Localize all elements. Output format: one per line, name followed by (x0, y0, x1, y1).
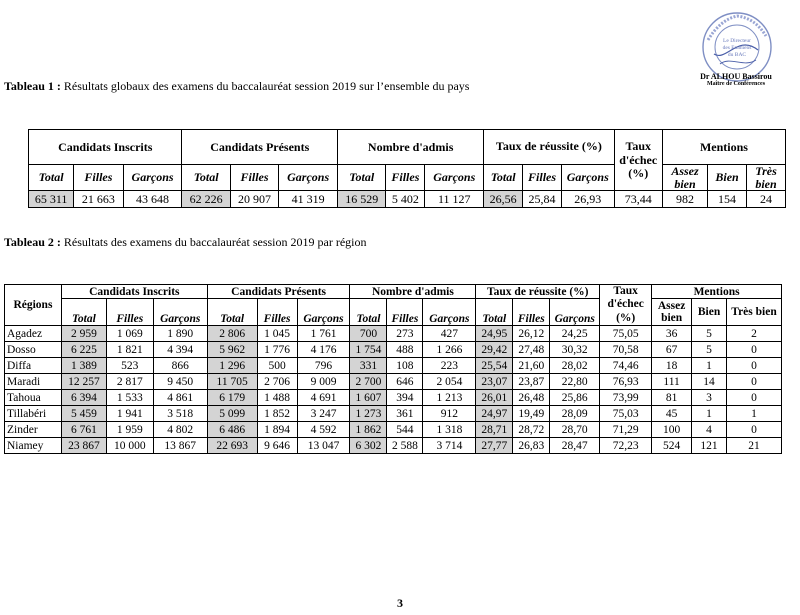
table-cell: 13 047 (297, 438, 350, 454)
table-cell: 2 054 (423, 374, 476, 390)
table-cell: 11 705 (207, 374, 257, 390)
table-cell: 71,29 (600, 422, 652, 438)
sub-assez-bien: Assez bien (662, 165, 707, 191)
table-cell: 1 941 (106, 406, 153, 422)
header-admis: Nombre d'admis (350, 285, 476, 299)
table-cell: 5 (692, 342, 727, 358)
table-cell: 523 (106, 358, 153, 374)
header-mentions: Mentions (662, 130, 785, 165)
sub-assez-bien: Assez bien (652, 299, 692, 326)
table-cell: 427 (423, 326, 476, 342)
table-cell: 108 (387, 358, 423, 374)
header-inscrits: Candidats Inscrits (61, 285, 207, 299)
table-cell: 1 213 (423, 390, 476, 406)
table-cell: 2 706 (257, 374, 297, 390)
table-row: 65 311 21 663 43 648 62 226 20 907 41 319 16 529 5 402 11 127 26,56 25,84 26,93 73,44 982 154 24 (29, 191, 786, 208)
sub-tres-bien: Très bien (727, 299, 782, 326)
table-cell: 5 962 (207, 342, 257, 358)
sub-total: Total (29, 165, 74, 191)
header-admis: Nombre d'admis (338, 130, 484, 165)
table-cell: 23,87 (513, 374, 550, 390)
table-cell: 0 (727, 422, 782, 438)
sub-total: Total (338, 165, 386, 191)
table-cell: 24,97 (476, 406, 513, 422)
table-cell: 76,93 (600, 374, 652, 390)
table-cell: 45 (652, 406, 692, 422)
table-cell: 524 (652, 438, 692, 454)
table-cell: 73,99 (600, 390, 652, 406)
table-cell: 500 (257, 358, 297, 374)
table-cell: 29,42 (476, 342, 513, 358)
table2-sub-header (5, 299, 782, 326)
sub-total: Total (207, 299, 257, 326)
sub-garcons: Garçons (425, 165, 484, 191)
header-taux-reussite: Taux de réussite (%) (476, 285, 600, 299)
table-cell: 6 302 (350, 438, 387, 454)
table-cell: 100 (652, 422, 692, 438)
table-cell: 1 266 (423, 342, 476, 358)
sub-garcons: Garçons (279, 165, 338, 191)
table2-caption: Tableau 2 : Résultats des examens du baccalauréat session 2019 par région (4, 235, 367, 249)
sub-filles: Filles (74, 165, 123, 191)
header-mentions: Mentions (652, 285, 782, 299)
table-cell: 700 (350, 326, 387, 342)
table-cell: 25,86 (550, 390, 600, 406)
sub-filles: Filles (106, 299, 153, 326)
table-cell: 6 179 (207, 390, 257, 406)
sub-filles: Filles (257, 299, 297, 326)
table-cell: 10 000 (106, 438, 153, 454)
table1-sub-header (29, 165, 786, 191)
table-cell: 796 (297, 358, 350, 374)
sub-filles: Filles (386, 165, 425, 191)
table-cell: 488 (387, 342, 423, 358)
table-row (5, 326, 782, 342)
table-cell: 30,32 (550, 342, 600, 358)
table1-caption: Tableau 1 : Résultats globaux des examens du baccalauréat session 2019 sur l’ensemble du pays (4, 79, 470, 93)
table-cell: 21,60 (513, 358, 550, 374)
sub-garcons: Garçons (297, 299, 350, 326)
header-taux-echec: Taux d'échec (%) (614, 130, 662, 191)
header-taux-reussite: Taux de réussite (%) (484, 130, 614, 165)
table-cell: 4 (692, 422, 727, 438)
table-cell: 1 959 (106, 422, 153, 438)
table-cell: 36 (652, 326, 692, 342)
header-taux-echec: Taux d'échec (%) (600, 285, 652, 326)
sub-bien: Bien (708, 165, 747, 191)
table-cell: 14 (692, 374, 727, 390)
region-name: Maradi (5, 374, 62, 390)
table-cell: 646 (387, 374, 423, 390)
table-cell: 1 894 (257, 422, 297, 438)
table-cell: 3 714 (423, 438, 476, 454)
table-cell: 13 867 (153, 438, 207, 454)
table-cell: 70,58 (600, 342, 652, 358)
region-name: Tillabéri (5, 406, 62, 422)
table-cell: 74,46 (600, 358, 652, 374)
table-cell: 25,54 (476, 358, 513, 374)
table-cell: 1 389 (61, 358, 106, 374)
table-cell: 4 592 (297, 422, 350, 438)
sub-total: Total (350, 299, 387, 326)
table-cell: 4 802 (153, 422, 207, 438)
header-inscrits: Candidats Inscrits (29, 130, 182, 165)
table-cell: 5 099 (207, 406, 257, 422)
table-cell: 1 296 (207, 358, 257, 374)
table-cell: 912 (423, 406, 476, 422)
table-row (5, 438, 782, 454)
table-cell: 1 273 (350, 406, 387, 422)
table-cell: 67 (652, 342, 692, 358)
table-cell: 1 318 (423, 422, 476, 438)
table-cell: 273 (387, 326, 423, 342)
table-cell: 331 (350, 358, 387, 374)
table-cell: 9 646 (257, 438, 297, 454)
table-cell: 4 691 (297, 390, 350, 406)
sub-garcons: Garçons (561, 165, 614, 191)
table-cell: 12 257 (61, 374, 106, 390)
table-cell: 1 533 (106, 390, 153, 406)
table-regional-results (4, 284, 782, 454)
table-cell: 6 761 (61, 422, 106, 438)
header-presents: Candidats Présents (207, 285, 350, 299)
signature-block (676, 73, 796, 88)
table-cell: 22,80 (550, 374, 600, 390)
sub-tres-bien: Très bien (747, 165, 786, 191)
table-cell: 1 862 (350, 422, 387, 438)
table-cell: 1 (727, 406, 782, 422)
table-cell: 1 852 (257, 406, 297, 422)
table-cell: 2 588 (387, 438, 423, 454)
table-cell: 28,72 (513, 422, 550, 438)
table-cell: 544 (387, 422, 423, 438)
table-cell: 72,23 (600, 438, 652, 454)
table-cell: 27,77 (476, 438, 513, 454)
table-cell: 1 776 (257, 342, 297, 358)
table-cell: 2 (727, 326, 782, 342)
table2-group-header (5, 285, 782, 299)
table-cell: 1 (692, 406, 727, 422)
signatory-name: Dr ALHOU Bassirou (700, 72, 772, 81)
table-cell: 1 754 (350, 342, 387, 358)
signatory-role: Maître de Conférences (706, 81, 766, 88)
table-cell: 2 700 (350, 374, 387, 390)
sub-total: Total (484, 165, 523, 191)
table-cell: 26,01 (476, 390, 513, 406)
table-cell: 4 861 (153, 390, 207, 406)
table-cell: 81 (652, 390, 692, 406)
table-cell: 6 394 (61, 390, 106, 406)
sub-total: Total (182, 165, 230, 191)
table-cell: 1 069 (106, 326, 153, 342)
table-cell: 28,47 (550, 438, 600, 454)
table-cell: 24,25 (550, 326, 600, 342)
table-cell: 0 (727, 374, 782, 390)
header-presents: Candidats Présents (182, 130, 338, 165)
table-row (5, 342, 782, 358)
table-cell: 4 394 (153, 342, 207, 358)
table-cell: 1 761 (297, 326, 350, 342)
table-cell: 5 (692, 326, 727, 342)
table-cell: 4 176 (297, 342, 350, 358)
table-cell: 121 (692, 438, 727, 454)
sub-filles: Filles (387, 299, 423, 326)
table-cell: 394 (387, 390, 423, 406)
table-cell: 3 247 (297, 406, 350, 422)
table-cell: 28,09 (550, 406, 600, 422)
table-cell: 26,48 (513, 390, 550, 406)
table-cell: 1 607 (350, 390, 387, 406)
region-name: Zinder (5, 422, 62, 438)
table-cell: 2 806 (207, 326, 257, 342)
table-cell: 75,05 (600, 326, 652, 342)
table-row (5, 406, 782, 422)
table-cell: 9 450 (153, 374, 207, 390)
sub-filles: Filles (230, 165, 278, 191)
region-name: Agadez (5, 326, 62, 342)
table-cell: 1 821 (106, 342, 153, 358)
table-row (5, 422, 782, 438)
table-row (5, 390, 782, 406)
table-cell: 111 (652, 374, 692, 390)
table-cell: 0 (727, 390, 782, 406)
table-cell: 3 (692, 390, 727, 406)
region-name: Dosso (5, 342, 62, 358)
sub-garcons: Garçons (123, 165, 182, 191)
table-cell: 9 009 (297, 374, 350, 390)
table-cell: 223 (423, 358, 476, 374)
sub-garcons: Garçons (423, 299, 476, 326)
sub-garcons: Garçons (153, 299, 207, 326)
table-national-results (28, 129, 786, 208)
svg-text:du BAC: du BAC (727, 52, 747, 58)
table-cell: 1 890 (153, 326, 207, 342)
table-cell: 3 518 (153, 406, 207, 422)
sub-total: Total (476, 299, 513, 326)
table-cell: 23 867 (61, 438, 106, 454)
region-name: Tahoua (5, 390, 62, 406)
table-cell: 26,83 (513, 438, 550, 454)
sub-bien: Bien (692, 299, 727, 326)
table-row (5, 374, 782, 390)
table-cell: 28,71 (476, 422, 513, 438)
table-cell: 19,49 (513, 406, 550, 422)
table-cell: 75,03 (600, 406, 652, 422)
table-row (5, 358, 782, 374)
sub-total: Total (61, 299, 106, 326)
table-cell: 18 (652, 358, 692, 374)
table-cell: 23,07 (476, 374, 513, 390)
table-cell: 2 959 (61, 326, 106, 342)
table-cell: 27,48 (513, 342, 550, 358)
table-cell: 28,70 (550, 422, 600, 438)
table-cell: 1 (692, 358, 727, 374)
table-cell: 6 486 (207, 422, 257, 438)
table1-group-header (29, 130, 786, 165)
sub-garcons: Garçons (550, 299, 600, 326)
table-cell: 6 225 (61, 342, 106, 358)
table-cell: 1 488 (257, 390, 297, 406)
table-cell: 24,95 (476, 326, 513, 342)
svg-text:des Examens: des Examens (722, 45, 752, 51)
table-cell: 2 817 (106, 374, 153, 390)
table-cell: 28,02 (550, 358, 600, 374)
region-name: Diffa (5, 358, 62, 374)
table-cell: 866 (153, 358, 207, 374)
region-name: Niamey (5, 438, 62, 454)
table-cell: 361 (387, 406, 423, 422)
table-cell: 0 (727, 342, 782, 358)
svg-text:Le Directeur: Le Directeur (723, 38, 751, 44)
page-number: 3 (397, 596, 403, 610)
table-cell: 5 459 (61, 406, 106, 422)
table-cell: 22 693 (207, 438, 257, 454)
header-regions: Régions (5, 285, 62, 326)
sub-filles: Filles (523, 165, 562, 191)
sub-filles: Filles (513, 299, 550, 326)
table-cell: 0 (727, 358, 782, 374)
table-cell: 21 (727, 438, 782, 454)
table-cell: 1 045 (257, 326, 297, 342)
table-cell: 26,12 (513, 326, 550, 342)
